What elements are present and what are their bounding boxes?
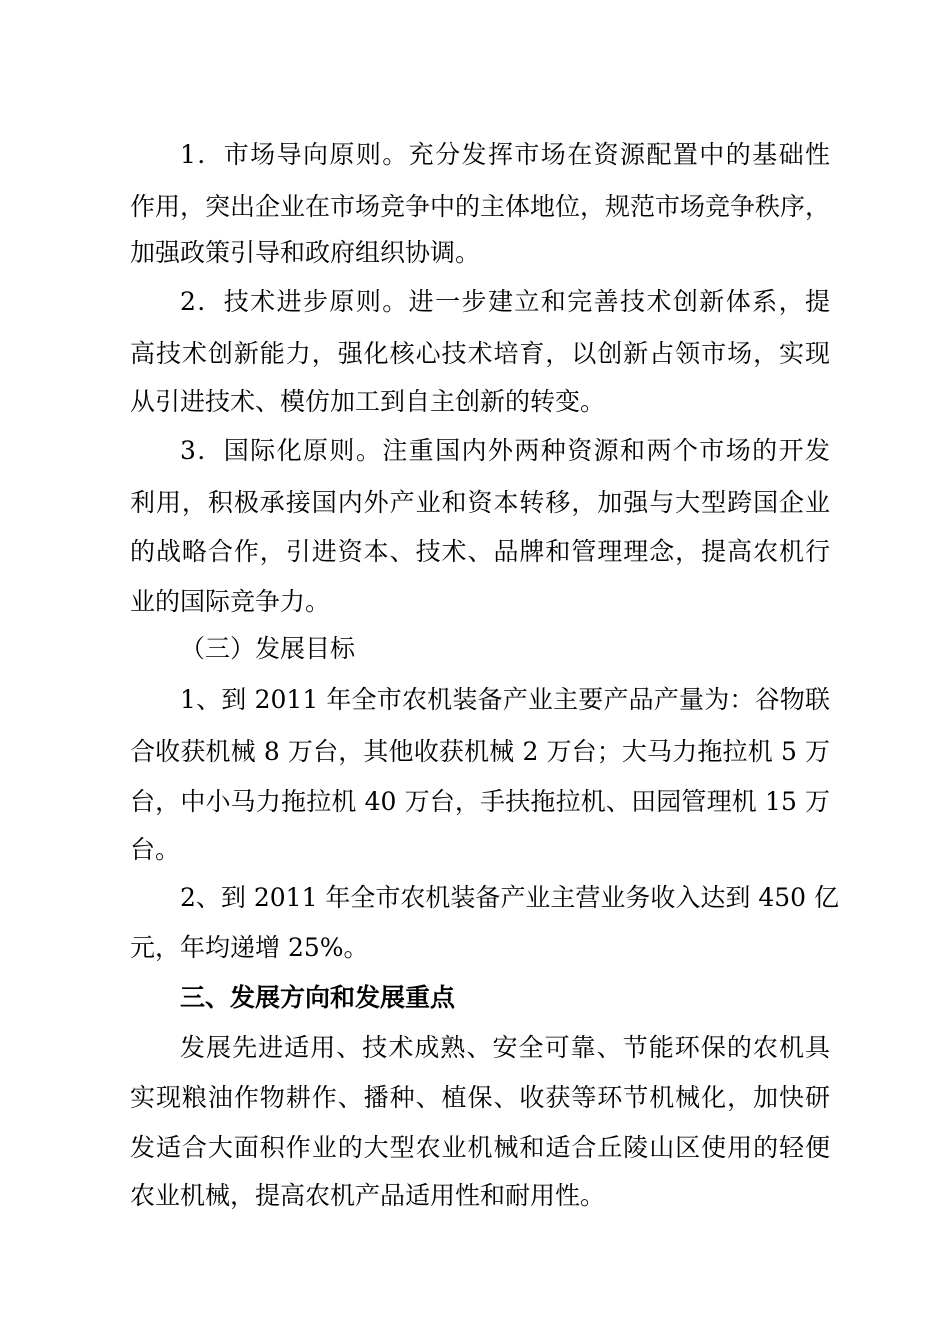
paragraph-1-line-3: 加强政策引导和政府组织协调。 xyxy=(130,238,481,267)
paragraph-2-line-1: 2．技术进步原则。进一步建立和完善技术创新体系，提 xyxy=(180,287,830,316)
section-heading: 三、发展方向和发展重点 xyxy=(180,983,456,1012)
paragraph-6-line-4: 农业机械，提高农机产品适用性和耐用性。 xyxy=(130,1181,606,1210)
paragraph-4-line-2: 合收获机械 8 万台，其他收获机械 2 万台；大马力拖拉机 5 万 xyxy=(130,737,830,766)
subsection-heading: （三）发展目标 xyxy=(180,634,356,663)
paragraph-6-line-2: 实现粮油作物耕作、播种、植保、收获等环节机械化，加快研 xyxy=(130,1083,830,1112)
paragraph-1-line-2: 作用，突出企业在市场竞争中的主体地位，规范市场竞争秩序， xyxy=(130,192,831,221)
paragraph-5-line-2: 元，年均递增 25%。 xyxy=(130,933,369,962)
paragraph-6-line-1: 发展先进适用、技术成熟、安全可靠、节能环保的农机具 xyxy=(180,1033,830,1062)
paragraph-4-line-4: 台。 xyxy=(130,835,181,864)
paragraph-3-line-4: 业的国际竞争力。 xyxy=(130,587,331,616)
paragraph-6-line-3: 发适合大面积作业的大型农业机械和适合丘陵山区使用的轻便 xyxy=(130,1133,830,1162)
paragraph-3-line-2: 利用，积极承接国内外产业和资本转移，加强与大型跨国企业 xyxy=(130,488,830,517)
paragraph-3-line-1: 3．国际化原则。注重国内外两种资源和两个市场的开发 xyxy=(180,436,830,465)
paragraph-4-line-3: 台，中小马力拖拉机 40 万台，手扶拖拉机、田园管理机 15 万 xyxy=(130,787,830,816)
paragraph-2-line-3: 从引进技术、模仿加工到自主创新的转变。 xyxy=(130,387,606,416)
paragraph-2-line-2: 高技术创新能力，强化核心技术培育，以创新占领市场，实现 xyxy=(130,339,830,368)
paragraph-3-line-3: 的战略合作，引进资本、技术、品牌和管理理念，提高农机行 xyxy=(130,537,830,566)
paragraph-5-line-1: 2、到 2011 年全市农机装备产业主营业务收入达到 450 亿 xyxy=(180,883,840,912)
paragraph-1-line-1: 1．市场导向原则。充分发挥市场在资源配置中的基础性 xyxy=(180,140,830,169)
paragraph-4-line-1: 1、到 2011 年全市农机装备产业主要产品产量为：谷物联 xyxy=(180,685,830,714)
